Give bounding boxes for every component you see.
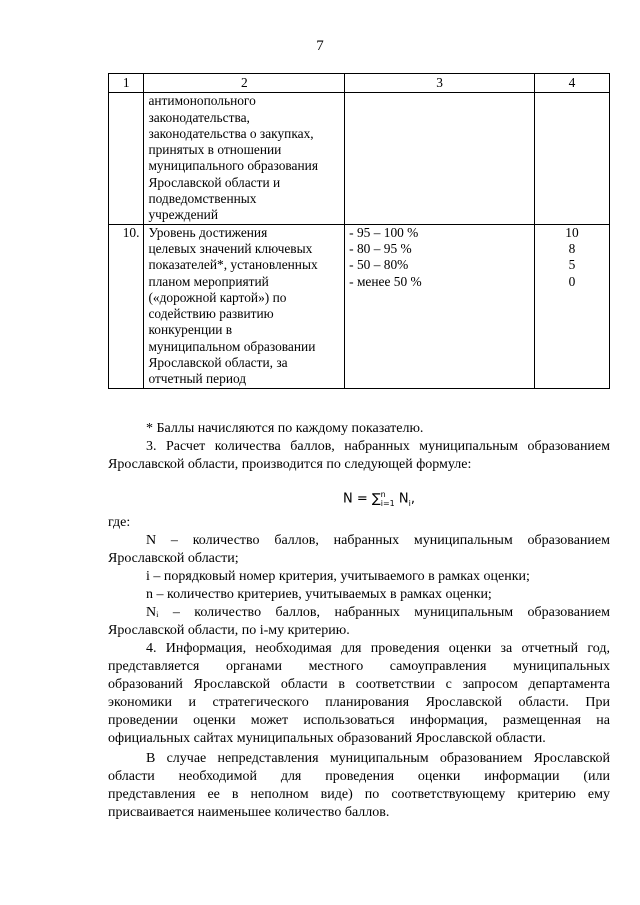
points-cell [534,224,609,388]
points-line: 5 [568,257,576,273]
points-cell [534,93,609,224]
paragraph-line: проведении оценки может использоваться информация, размещенная на [108,713,610,728]
criterion-cell [144,224,345,388]
criterion-line: («дорожной картой») по [148,289,287,305]
criteria-table [108,73,610,389]
levels-cell [345,93,535,224]
paragraph-line: экономики и стратегического планирования Ярославской области. При [108,695,610,710]
paragraph-line: области необходимой для проведения оценки информации (или [108,769,610,784]
formula-tail: , [410,491,415,507]
body-text [108,420,610,822]
criterion-line: законодательства о закупках, [148,125,314,141]
criterion-line: Ярославской области, за [148,355,288,371]
header-col-3: 3 [345,74,535,93]
page-number: 7 [316,38,324,54]
header-col-2: 2 [144,74,345,93]
paragraph-line: официальных сайтах муниципальных образований Ярославской области. [108,731,546,746]
definition-Ni [108,604,610,640]
paragraph-line: 3. Расчет количества баллов, набранных муниципальным образованием [146,439,610,454]
paragraph-3 [108,438,610,474]
level-line: - 50 – 80% [349,257,409,273]
paragraph-line: Ярославской области, по i-му критерию. [108,623,350,638]
paragraph-line: представления ее в неполном виде) по соответствующему критерию ему [108,787,610,802]
formula [148,486,610,508]
criterion-line: подведомственных [148,191,257,207]
sum-symbol [372,486,395,513]
paragraph-line: представляется органами местного самоуправления муниципальных [108,659,610,674]
level-line: - 80 – 95 % [349,240,412,256]
criterion-line: планом мероприятий [148,273,269,289]
criterion-line: учреждений [148,207,219,223]
paragraph-line: N – количество баллов, набранных муниципальным образованием [146,533,610,548]
criterion-line: муниципального образования [148,158,318,174]
table-header-row [109,74,610,93]
criterion-line: отчетный период [148,371,247,387]
paragraph-5 [108,750,610,822]
criterion-line: Уровень достижения [148,224,268,240]
definition-N [108,532,610,568]
points-line: 0 [568,273,576,289]
header-col-4: 4 [534,74,609,93]
level-line: - менее 50 % [349,273,422,289]
paragraph-line: Ярославской области; [108,551,239,566]
row-number [109,93,144,224]
formula-lhs: N = [343,491,372,507]
paragraph-line: В случае непредставления муниципальным образованием Ярославской [146,751,610,766]
criterion-line: антимонопольного [148,93,256,109]
definition-i: i – порядковый номер критерия, учитываемого в рамках оценки; [146,569,530,584]
table-row [109,93,610,224]
sum-upper: n [380,490,386,499]
paragraph-line: Nᵢ – количество баллов, набранных муниципальным образованием [146,605,610,620]
levels-cell [345,224,535,388]
footnote: * Баллы начисляются по каждому показателю. [146,421,424,436]
level-line: - 95 – 100 % [349,224,419,240]
points-line: 10 [565,224,579,240]
criterion-cell [144,93,345,224]
table-row [109,224,610,388]
paragraph-line: Ярославской области, производится по следующей формуле: [108,457,472,472]
definition-n: n – количество критериев, учитываемых в рамках оценки; [146,587,492,602]
where-label: где: [108,515,131,530]
paragraph-line: 4. Информация, необходимая для проведения оценки за отчетный год, [146,641,610,656]
sum-sign: ∑ [371,491,381,507]
criterion-line: принятых в отношении [148,142,282,158]
criterion-line: муниципальном образовании [148,338,316,354]
criterion-line: содействию развитию [148,306,274,322]
formula-term: N [394,491,409,507]
criterion-line: конкуренции в [148,322,233,338]
formula-term-index: i [408,498,411,508]
criterion-line: целевых значений ключевых [148,240,313,256]
criterion-line: показателей*, установленных [148,257,318,273]
header-col-1: 1 [109,74,144,93]
paragraph-line: образований Ярославской области в соответствии с запросом департамента [108,677,610,692]
sum-lower: i=1 [380,498,395,508]
criterion-line: Ярославской области и [148,174,281,190]
paragraph-4 [108,640,610,748]
paragraph-line: присваивается наименьшее количество баллов. [108,805,390,820]
points-line: 8 [568,240,576,256]
criterion-line: законодательства, [148,109,250,125]
row-number: 10. [109,224,144,388]
